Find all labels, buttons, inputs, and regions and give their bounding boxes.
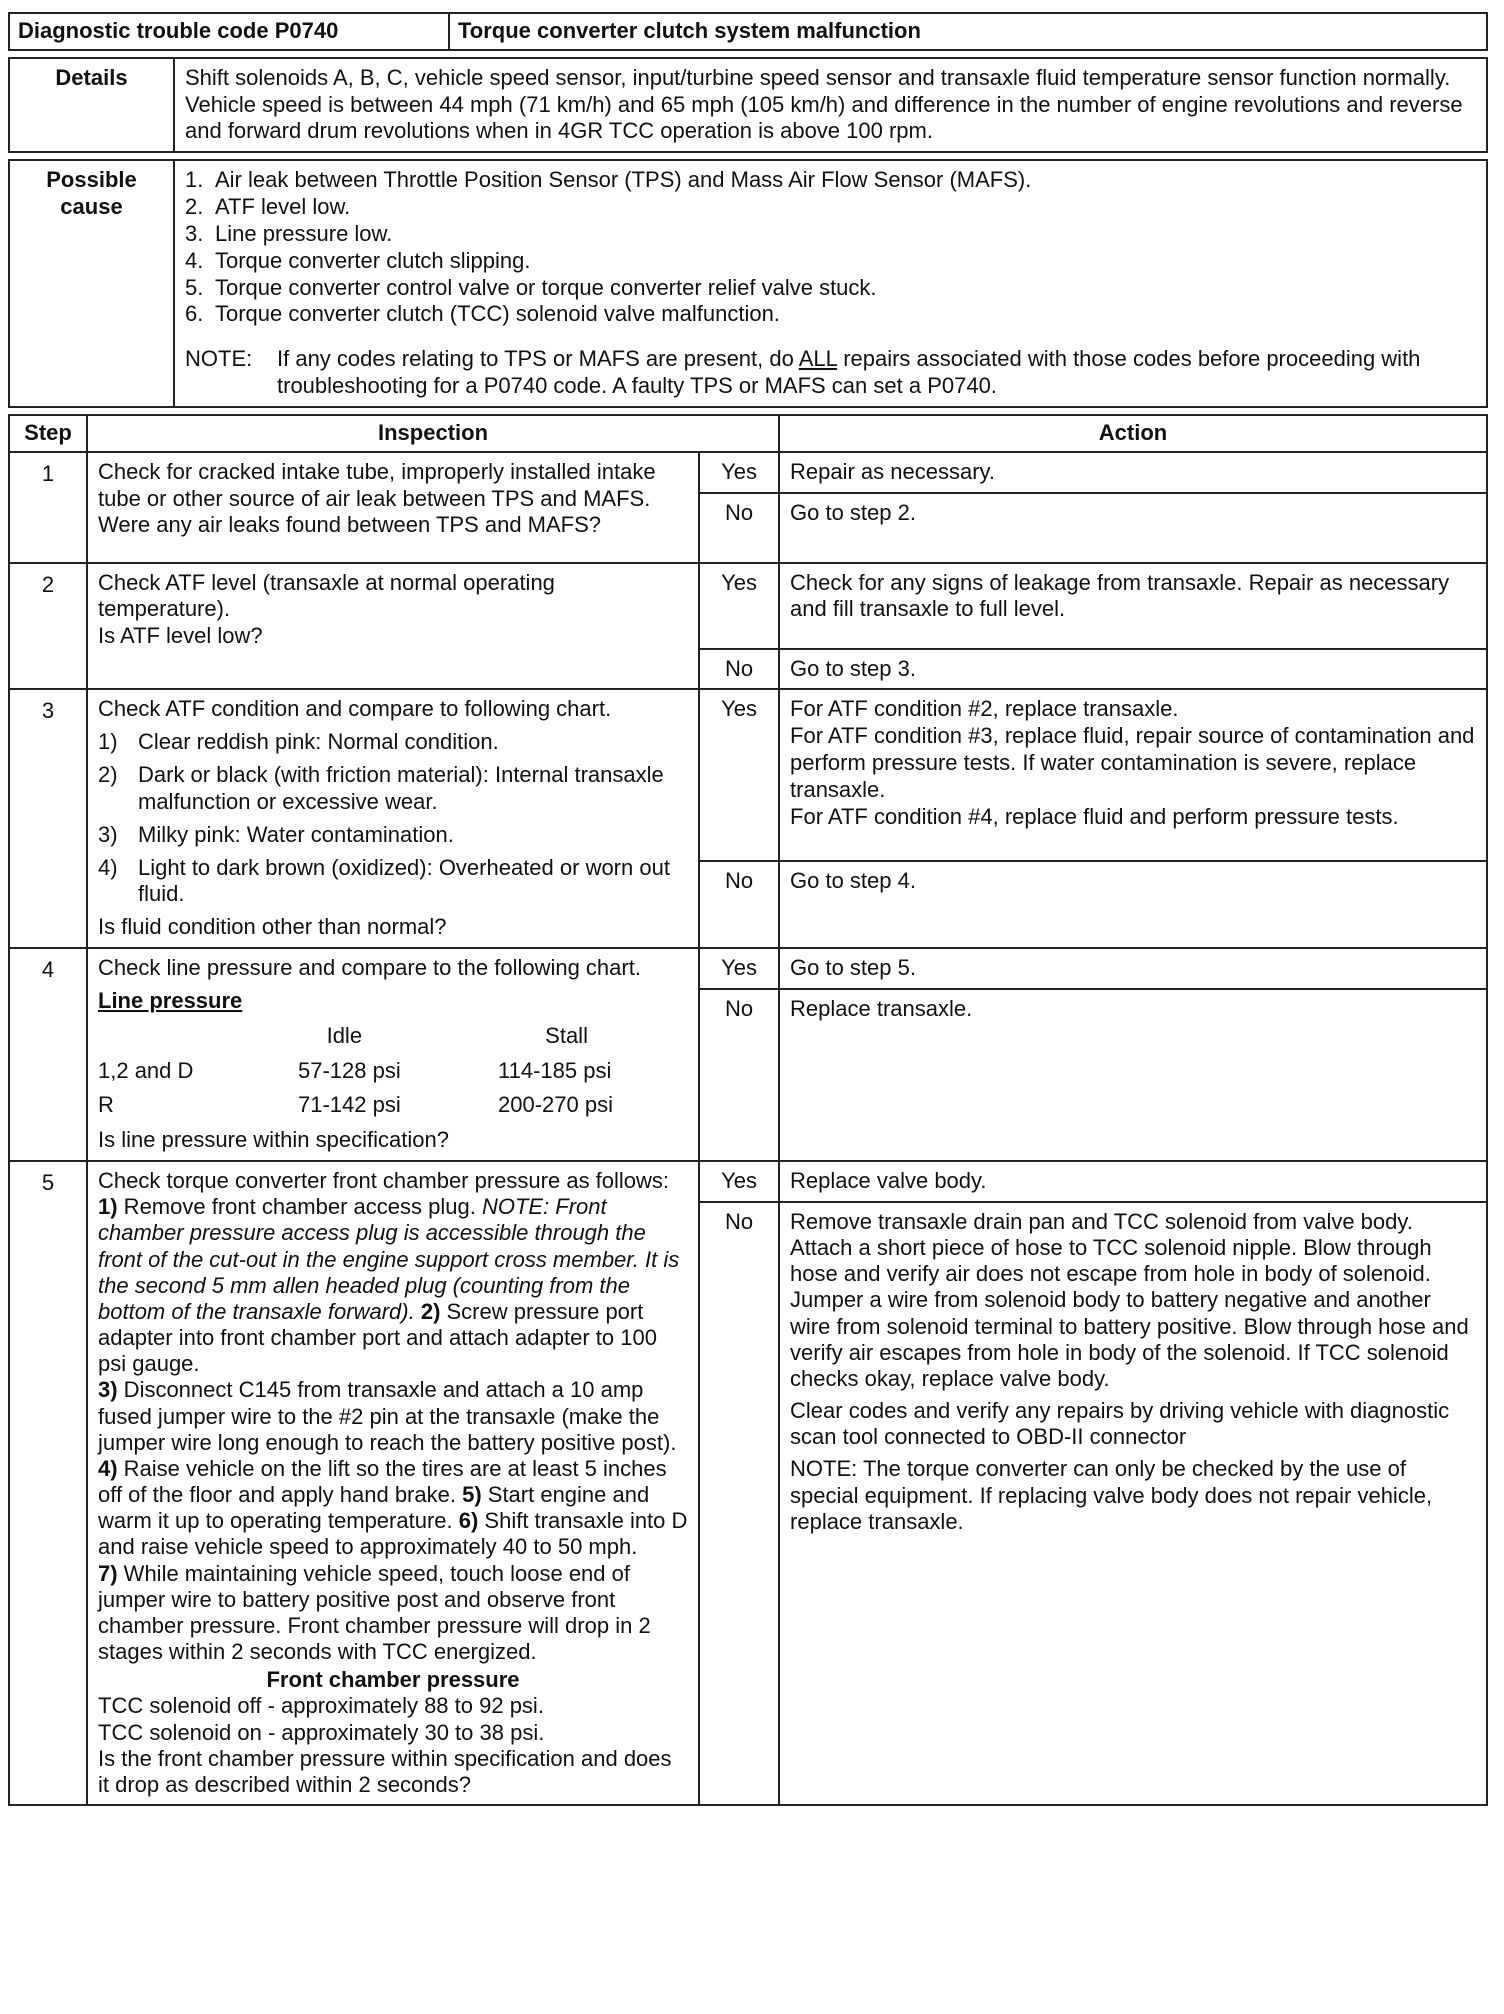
condition-item: 4) Light to dark brown (oxidized): Overheated or worn out fluid. bbox=[98, 854, 670, 907]
list-item: 4. Torque converter clutch slipping. bbox=[185, 247, 531, 273]
step-row bbox=[9, 563, 1487, 649]
no-label: No bbox=[699, 649, 779, 690]
yes-action: Check for any signs of leakage from transaxle. Repair as necessary and fill transaxle to full level. bbox=[779, 563, 1487, 649]
table-row: 1,2 and D 57-128 psi 114-185 psi bbox=[98, 1057, 612, 1083]
no-action: Go to step 3. bbox=[779, 649, 1487, 690]
step-inspection: Check for cracked intake tube, improperly installed intake tube or other source of air leak between TPS and MAFS. Were any air leaks found between TPS and MAFS? bbox=[87, 452, 699, 563]
condition-item: 2) Dark or black (with friction material): Internal transaxle malfunction or excessive wear. bbox=[98, 762, 664, 814]
step-row bbox=[9, 452, 1487, 493]
cause-note bbox=[185, 346, 1476, 400]
list-item: 6. Torque converter clutch (TCC) solenoid valve malfunction. bbox=[185, 301, 780, 327]
dtc-title: Torque converter clutch system malfunction bbox=[449, 13, 1487, 50]
step-inspection: Check line pressure and compare to the following chart. Line pressure Idle Stall 1,2 and D 57-128 psi 114-185 psi R 71-142 psi 200-270 psi Is line pressure within specification? bbox=[87, 948, 699, 1161]
yes-action: For ATF condition #2, replace transaxle. For ATF condition #3, replace fluid, repair source of contamination and perform pressure tests. If water contamination is severe, replace transaxle. For ATF condition #4, replace fluid and perform pressure tests. bbox=[779, 689, 1487, 861]
yes-action: Repair as necessary. bbox=[779, 452, 1487, 493]
list-item: 5. Torque converter control valve or torque converter relief valve stuck. bbox=[185, 274, 877, 300]
step-row bbox=[9, 948, 1487, 989]
no-label: No bbox=[699, 1202, 779, 1805]
dtc-code-label: Diagnostic trouble code P0740 bbox=[9, 13, 449, 50]
step-number: 5 bbox=[9, 1161, 87, 1805]
steps-table bbox=[8, 414, 1488, 1806]
table-row: R 71-142 psi 200-270 psi bbox=[98, 1092, 613, 1118]
possible-cause-label: Possible cause bbox=[9, 160, 174, 407]
note-label: NOTE: bbox=[185, 346, 253, 372]
no-action: Go to step 4. bbox=[779, 861, 1487, 948]
step-inspection: Check ATF condition and compare to following chart. 1) Clear reddish pink: Normal condition. 2) Dark or black (with friction material): Internal transaxle malfunction or excessive wear. 3) Milky pink: Water contamination. 4) Light to dark brown (oxidized): Overheated or worn out fluid. Is fluid condition other than normal? bbox=[87, 689, 699, 948]
no-action: Remove transaxle drain pan and TCC solenoid from valve body. Attach a short piece of hose to TCC solenoid nipple. Blow through hose and verify air does not escape from hole in body of solenoid. Jumper a wire from solenoid body to battery negative and another wire from solenoid terminal to battery positive. Blow through hose and verify air escapes from hole in body of the solenoid. If TCC solenoid checks okay, replace valve body. Clear codes and verify any repairs by driving vehicle with diagnostic scan tool connected to OBD-II connector NOTE: The torque converter can only be checked by the use of special equipment. If replacing valve body does not repair vehicle, replace transaxle. bbox=[779, 1202, 1487, 1805]
list-item: 2. ATF level low. bbox=[185, 194, 351, 220]
col-action: Action bbox=[779, 415, 1487, 452]
no-label: No bbox=[699, 861, 779, 948]
info-table bbox=[8, 57, 1488, 153]
yes-action: Go to step 5. bbox=[779, 948, 1487, 989]
step-number: 1 bbox=[9, 452, 87, 563]
no-action: Replace transaxle. bbox=[779, 989, 1487, 1161]
steps-header-row bbox=[9, 415, 1487, 452]
yes-action: Replace valve body. bbox=[779, 1161, 1487, 1202]
line-pressure-title: Line pressure bbox=[98, 987, 243, 1013]
yes-label: Yes bbox=[699, 452, 779, 493]
line-pressure-header: Idle Stall bbox=[326, 1022, 588, 1048]
condition-item: 1) Clear reddish pink: Normal condition. bbox=[98, 729, 499, 755]
no-action: Go to step 2. bbox=[779, 493, 1487, 563]
possible-cause-list bbox=[185, 167, 1476, 328]
col-step: Step bbox=[9, 415, 87, 452]
col-inspection: Inspection bbox=[87, 415, 779, 452]
cause-table bbox=[8, 159, 1488, 408]
note-text: If any codes relating to TPS or MAFS are present, do ALL repairs associated with those codes before proceeding with troubleshooting for a P0740 code. A faulty TPS or MAFS can set a P0740. bbox=[277, 346, 1421, 399]
condition-item: 3) Milky pink: Water contamination. bbox=[98, 821, 454, 847]
step-row bbox=[9, 689, 1487, 861]
step-number: 2 bbox=[9, 563, 87, 690]
list-item: 1. Air leak between Throttle Position Sensor (TPS) and Mass Air Flow Sensor (MAFS). bbox=[185, 167, 1032, 193]
header-table bbox=[8, 12, 1488, 51]
details-text: Shift solenoids A, B, C, vehicle speed sensor, input/turbine speed sensor and transaxle fluid temperature sensor function normally. Vehicle speed is between 44 mph (71 km/h) and 65 mph (105 km/h) and difference in the number of engine revolutions and reverse and forward drum revolutions when in 4GR TCC operation is above 100 rpm. bbox=[174, 58, 1487, 152]
yes-label: Yes bbox=[699, 689, 779, 861]
list-item: 3. Line pressure low. bbox=[185, 220, 393, 246]
yes-label: Yes bbox=[699, 948, 779, 989]
possible-cause-content bbox=[174, 160, 1487, 407]
step-number: 3 bbox=[9, 689, 87, 948]
details-label: Details bbox=[9, 58, 174, 152]
diagnostic-page bbox=[8, 12, 1488, 1806]
step-number: 4 bbox=[9, 948, 87, 1161]
no-label: No bbox=[699, 989, 779, 1161]
step-row bbox=[9, 1161, 1487, 1202]
yes-label: Yes bbox=[699, 563, 779, 649]
no-label: No bbox=[699, 493, 779, 563]
yes-label: Yes bbox=[699, 1161, 779, 1202]
step-inspection: Check ATF level (transaxle at normal operating temperature). Is ATF level low? bbox=[87, 563, 699, 690]
front-chamber-title: Front chamber pressure bbox=[266, 1667, 520, 1693]
step-inspection: Check torque converter front chamber pressure as follows: 1) Remove front chamber access plug. NOTE: Front chamber pressure access plug is accessible through the front of the cut-out in the engine support cross member. It is the second 5 mm allen headed plug (counting from the bottom of the transaxle forward). 2) Screw pressure port adapter into front chamber port and attach adapter to 100 psi gauge. 3) Disconnect C145 from transaxle and attach a 10 amp fused jumper wire to the #2 pin at the transaxle (make the jumper wire long enough to reach the battery positive post). 4) Raise vehicle on the lift so the tires are at least 5 inches off of the floor and apply hand brake. 5) Start engine and warm it up to operating temperature. 6) Shift transaxle into D and raise vehicle speed to approximately 40 to 50 mph. 7) While maintaining vehicle speed, touch loose end of jumper wire to battery positive post and observe front chamber pressure. Front chamber pressure will drop in 2 stages within 2 seconds with TCC energized. Front chamber pressure TCC solenoid off - approximately 88 to 92 psi. TCC solenoid on - approximately 30 to 38 psi. Is the front chamber pressure within specification and does it drop as described within 2 seconds? bbox=[87, 1161, 699, 1805]
